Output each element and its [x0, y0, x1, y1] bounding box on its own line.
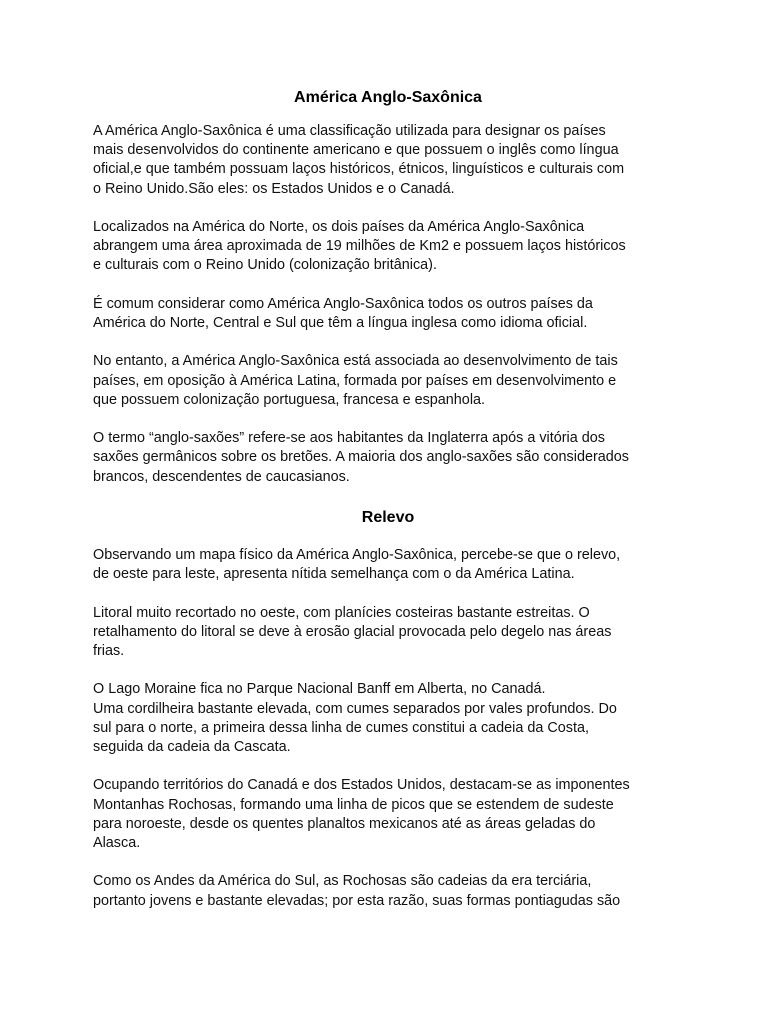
- paragraph-relevo-3: O Lago Moraine fica no Parque Nacional Banff em Alberta, no Canadá. Uma cordilheira bastante elevada, com cumes separados por vales profundos. Do sul para o norte, a primeira dessa linha de cumes constitui a cadeia da Costa, seguida da cadeia da Cascata.: [93, 681, 617, 755]
- paragraph-relevo-4: Ocupando territórios do Canadá e dos Estados Unidos, destacam-se as imponentes Montanhas Rochosas, formando uma linha de picos que se estendem de sudeste para noroeste, desde os quentes planaltos mexicanos até as áreas geladas do Alasca.: [93, 777, 630, 851]
- section-heading-relevo: Relevo: [361, 508, 415, 526]
- paragraph-relevo-5: Como os Andes da América do Sul, as Rochosas são cadeias da era terciária, portanto jovens e bastante elevadas; por esta razão, suas formas pontiagudas são: [93, 873, 621, 909]
- document-title: América Anglo-Saxônica: [294, 89, 482, 106]
- paragraph-intro-5: O termo “anglo-saxões” refere-se aos habitantes da Inglaterra após a vitória dos saxões germânicos sobre os bretões. A maioria dos anglo-saxões são considerados brancos, descendentes de caucasianos.: [93, 430, 629, 485]
- paragraph-intro-4: No entanto, a América Anglo-Saxônica está associada ao desenvolvimento de tais países, em oposição à América Latina, formada por países em desenvolvimento e que possuem colonização portuguesa, francesa e espanhola.: [93, 353, 618, 408]
- paragraph-intro-3: É comum considerar como América Anglo-Saxônica todos os outros países da América do Norte, Central e Sul que têm a língua inglesa como idioma oficial.: [93, 295, 593, 331]
- paragraph-intro-1: A América Anglo-Saxônica é uma classificação utilizada para designar os países mais desenvolvidos do continente americano e que possuem o inglês como língua oficial,e que também possuam laços históricos, étnicos, linguísticos e culturais com o Reino Unido.São eles: os Estados Unidos e o Canadá.: [93, 123, 625, 197]
- paragraph-relevo-1: Observando um mapa físico da América Anglo-Saxônica, percebe-se que o relevo, de oeste para leste, apresenta nítida semelhança com o da América Latina.: [93, 546, 621, 583]
- paragraph-intro-2: Localizados na América do Norte, os dois países da América Anglo-Saxônica abrangem uma área aproximada de 19 milhões de Km2 e possuem laços históricos e culturais com o Reino Unido (colonização britânica).: [93, 219, 626, 274]
- document-body: [93, 86, 683, 930]
- paragraph-relevo-2: Litoral muito recortado no oeste, com planícies costeiras bastante estreitas. O retalhamento do litoral se deve à erosão glacial provocada pelo degelo nas áreas frias.: [93, 604, 612, 659]
